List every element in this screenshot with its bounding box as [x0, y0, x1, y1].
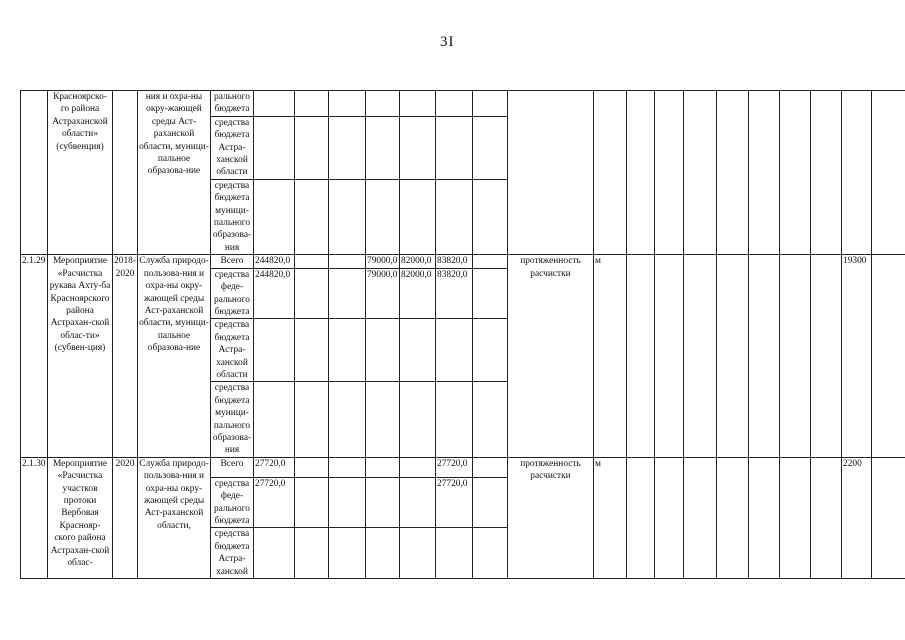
unit: м	[594, 457, 627, 578]
year-2020-value: 27720,0	[436, 477, 473, 528]
measure-name: Красноярско-го района Астраханской области» (субвенция)	[48, 91, 113, 255]
table-row	[21, 91, 905, 117]
source-cell: средства бюджета муници-пального образова-ния	[211, 382, 254, 457]
year-2019-value: 82000,0	[400, 268, 436, 319]
table-row	[21, 457, 905, 477]
row-number: 2.1.29	[21, 255, 48, 458]
year-2020-value: 83820,0	[436, 268, 473, 319]
measures-table	[20, 90, 905, 579]
total-value: 244820,0	[254, 255, 295, 268]
year-2018-value: 79000,0	[366, 255, 400, 268]
indicator-name: протяженность расчистки	[508, 457, 594, 578]
year-2020-value: 83820,0	[436, 255, 473, 268]
source-cell: средства бюджета муници-пального образова-ния	[211, 179, 254, 254]
source-cell: средства феде-рального бюджета	[211, 268, 254, 319]
year-2020-value: 27720,0	[436, 457, 473, 477]
source-cell: средства бюджета Астра-ханской области	[211, 319, 254, 382]
target-value: 19300	[842, 255, 872, 458]
table-row	[21, 255, 905, 268]
period: 2018-2020	[113, 255, 138, 458]
source-cell: средства бюджета Астра-ханской	[211, 528, 254, 579]
measure-name: Мероприятие «Расчистка участков протоки Вербовая Краснояр-ского района Астрахан-ской облас-	[48, 457, 113, 578]
source-cell: рального бюджета	[211, 91, 254, 117]
measure-name: Мероприятие «Расчистка рукава Ахту-ба Красноярского района Астрахан-ской облас-ти» (субвен-ция)	[48, 255, 113, 458]
target-value: 2200	[842, 457, 872, 578]
unit: м	[594, 255, 627, 458]
source-cell: средства феде-рального бюджета	[211, 477, 254, 528]
executor: Служба природо-пользова-ния и охра-ны окру-жающей среды Аст-раханской области, муници-пальное образова-ние	[138, 255, 211, 458]
indicator-name: протяженность расчистки	[508, 255, 594, 458]
executor: ния и охра-ны окру-жающей среды Аст-раханской области, муници-пальное образова-ние	[138, 91, 211, 255]
source-cell: Всего	[211, 255, 254, 268]
source-cell: Всего	[211, 457, 254, 477]
source-cell: средства бюджета Астра-ханской области	[211, 116, 254, 179]
period: 2020	[113, 457, 138, 578]
executor: Служба природо-пользова-ния и охра-ны окру-жающей среды Аст-раханской области,	[138, 457, 211, 578]
page-number: 3I	[440, 34, 455, 50]
total-value: 27720,0	[254, 477, 295, 528]
year-2018-value: 79000,0	[366, 268, 400, 319]
total-value: 27720,0	[254, 457, 295, 477]
year-2019-value: 82000,0	[400, 255, 436, 268]
row-number: 2.1.30	[21, 457, 48, 578]
total-value: 244820,0	[254, 268, 295, 319]
